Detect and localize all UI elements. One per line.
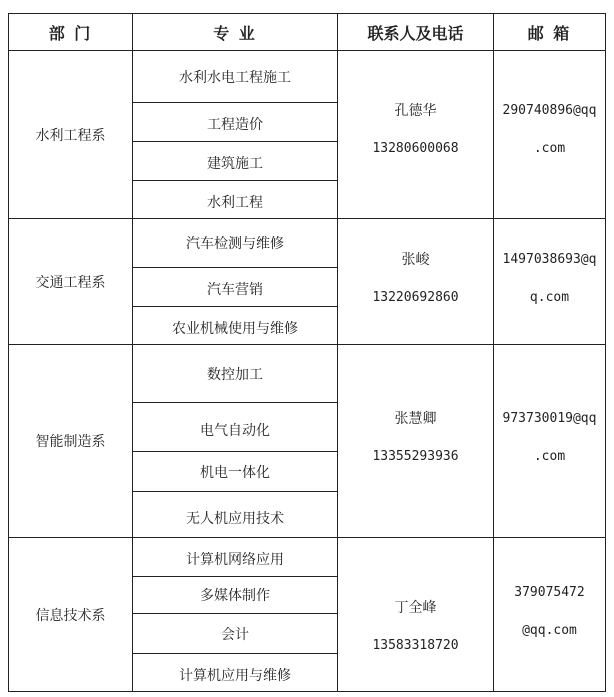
major-cell: 会计: [221, 626, 249, 643]
major-cell: 电气自动化: [200, 423, 270, 439]
contact-cell: [338, 538, 493, 691]
contact-name: 张慧卿: [394, 411, 437, 427]
major-cell: 建筑施工: [207, 156, 263, 172]
email-line: .com: [533, 449, 566, 464]
email-cell: [494, 538, 605, 691]
department-cell: 智能制造系: [35, 434, 106, 450]
department-cell: 水利工程系: [35, 127, 106, 144]
major-cell: 计算机应用与维修: [179, 667, 291, 684]
email-cell: [494, 51, 605, 218]
major-cell: 水利水电工程施工: [179, 69, 291, 86]
contact-phone: 13355293936: [372, 449, 459, 464]
email-line: 973730019@qq: [502, 411, 597, 426]
major-cell: 机电一体化: [200, 464, 270, 481]
header-contact: 联系人及电话: [367, 23, 464, 43]
email-line: 379075472: [514, 584, 585, 600]
major-cell: 农业机械使用与维修: [172, 320, 298, 337]
major-cell: 多媒体制作: [200, 588, 270, 604]
email-line: 1497038693@q: [502, 251, 597, 267]
email-cell: [494, 219, 605, 344]
header-major: 专 业: [213, 23, 257, 43]
table-border-right: [605, 13, 606, 692]
department-cell: 信息技术系: [35, 607, 106, 624]
header-department: 部 门: [48, 23, 93, 43]
header-email: 邮 箱: [527, 23, 572, 43]
contact-cell: [338, 345, 493, 537]
email-line: 290740896@qq: [502, 102, 597, 118]
major-cell: 数控加工: [207, 366, 263, 383]
contact-phone: 13583318720: [372, 637, 459, 653]
email-cell: [494, 345, 605, 537]
email-line: .com: [533, 140, 566, 156]
contact-phone: 13280600068: [372, 140, 459, 156]
contact-cell: [338, 219, 493, 344]
major-cell: 水利工程: [207, 194, 263, 211]
email-line: q.com: [529, 289, 570, 305]
major-cell: 计算机网络应用: [186, 552, 284, 568]
contact-name: 丁全峰: [394, 599, 437, 616]
major-cell: 工程造价: [207, 117, 263, 133]
major-cell: 汽车检测与维修: [186, 236, 284, 252]
contact-name: 孔德华: [394, 102, 437, 119]
major-cell: 无人机应用技术: [186, 510, 284, 527]
email-line: @qq.com: [522, 622, 577, 638]
major-cell: 汽车营销: [207, 282, 263, 298]
contact-phone: 13220692860: [372, 289, 459, 305]
contact-cell: [338, 51, 493, 218]
department-cell: 交通工程系: [35, 274, 106, 291]
contact-name: 张峻: [401, 251, 430, 268]
table-border-bottom: [8, 691, 606, 692]
